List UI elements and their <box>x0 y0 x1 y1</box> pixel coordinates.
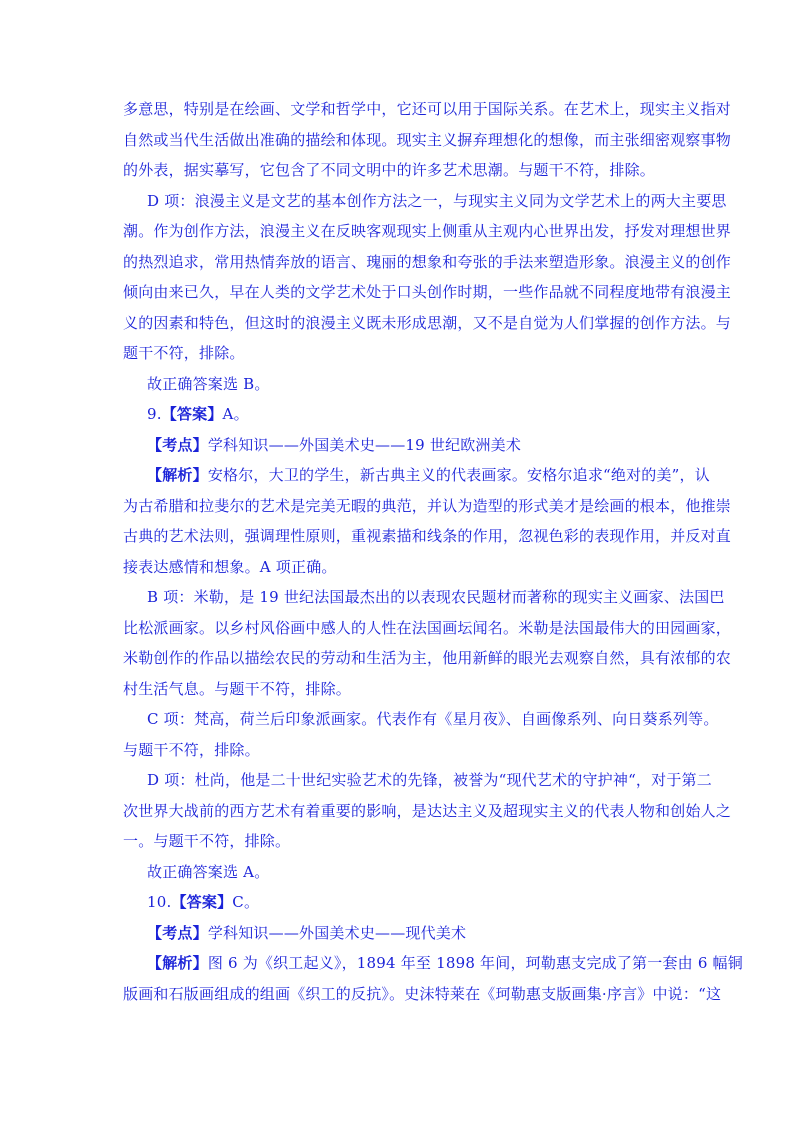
document-body <box>123 94 743 1009</box>
text-line <box>123 552 683 583</box>
text-segment: 次世界大战前的西方艺术有着重要的影响，是达达主义及超现实主义的代表人物和创始人之 <box>123 801 732 820</box>
text-segment: 自然或当代生活做出准确的描绘和体现。现实主义摒弃理想化的想像，而主张细密观察事物 <box>123 130 732 149</box>
text-line <box>123 247 732 278</box>
text-segment: 的热烈追求，常用热情奔放的语言、瑰丽的想象和夸张的手法来塑造形象。浪漫主义的创作 <box>123 252 732 271</box>
text-segment: 倾向由来已久，早在人类的文学艺术处于口头创作时期，一些作品就不同程度地带有浪漫主 <box>123 283 732 301</box>
text-segment: A。 <box>222 405 249 423</box>
text-line <box>123 765 712 796</box>
bold-label: 【考点】 <box>147 923 208 942</box>
text-segment: 为古希腊和拉斐尔的艺术是完美无暇的典范，并认为造型的形式美才是绘画的根本，他推崇 <box>123 496 732 515</box>
bold-label: 【答案】 <box>161 405 223 423</box>
text-segment: 学科知识——外国美术史——19 世纪欧洲美术 <box>207 435 522 454</box>
text-line <box>123 613 732 644</box>
text-segment: 接表达感情和想象。A 项正确。 <box>123 557 337 576</box>
text-line <box>123 704 719 735</box>
text-line <box>123 735 683 766</box>
text-line <box>123 918 683 949</box>
text-line <box>123 887 683 918</box>
bold-label: 【答案】 <box>171 893 233 911</box>
text-line <box>123 948 743 979</box>
text-segment: 版画和石版画组成的组画《织工的反抗》。史沫特莱在《珂勒惠支版画集·序言》中说：“这 <box>123 984 722 1003</box>
text-line <box>123 125 732 156</box>
text-segment: 一。与题干不符，排除。 <box>123 832 291 850</box>
text-segment: 的外表，据实摹写，它包含了不同文明中的许多艺术思潮。与题干不符，排除。 <box>123 161 656 179</box>
text-line <box>123 979 722 1010</box>
text-segment: C。 <box>232 893 260 911</box>
bold-label: 【解析】 <box>147 954 208 972</box>
text-line <box>123 796 732 827</box>
text-segment: 故正确答案选 A。 <box>147 862 270 881</box>
text-line <box>123 308 732 339</box>
bold-label: 【考点】 <box>147 435 208 454</box>
text-segment: 多意思，特别是在绘画、文学和哲学中，它还可以用于国际关系。在艺术上，现实主义指对 <box>123 100 732 118</box>
text-segment: 10. <box>147 893 172 911</box>
text-segment: 比松派画家。以乡村风俗画中感人的人性在法国画坛闻名。米勒是法国最伟大的田园画家， <box>123 618 732 637</box>
text-line <box>123 94 732 125</box>
text-segment: 义的因素和特色，但这时的浪漫主义既未形成思潮，又不是自觉为人们掌握的创作方法。与 <box>123 313 732 332</box>
text-segment: D 项：浪漫主义是文艺的基本创作方法之一，与现实主义同为文学艺术上的两大主要思 <box>147 191 727 210</box>
text-line <box>123 277 732 308</box>
text-segment: 安格尔，大卫的学生，新古典主义的代表画家。安格尔追求“绝对的美”，认 <box>207 466 710 484</box>
bold-label: 【解析】 <box>147 466 208 484</box>
text-line <box>123 857 683 888</box>
text-segment: 与题干不符，排除。 <box>123 740 260 759</box>
text-line <box>123 369 683 400</box>
text-line <box>123 582 725 613</box>
text-line <box>123 826 683 857</box>
text-segment: 潮。作为创作方法，浪漫主义在反映客观现实上侧重从主观内心世界出发，抒发对理想世界 <box>123 222 732 240</box>
text-line <box>123 155 683 186</box>
text-segment: 题干不符，排除。 <box>123 344 245 362</box>
text-segment: 学科知识——外国美术史——现代美术 <box>207 923 467 942</box>
text-line <box>123 521 732 552</box>
text-line <box>123 399 683 430</box>
text-segment: 图 6 为《织工起义》，1894 年至 1898 年间，珂勒惠支完成了第一套由 6 幅铜 <box>207 954 743 972</box>
text-segment: D 项：杜尚，他是二十世纪实验艺术的先锋，被誉为“现代艺术的守护神“，对于第二 <box>147 771 712 789</box>
text-line <box>123 460 710 491</box>
text-segment: 9. <box>147 405 162 423</box>
text-segment: 村生活气息。与题干不符，排除。 <box>123 679 352 698</box>
text-segment: 古典的艺术法则，强调理性原则，重视素描和线条的作用，忽视色彩的表现作用，并反对直 <box>123 527 732 545</box>
text-segment: 故正确答案选 B。 <box>147 374 270 393</box>
text-segment: B 项：米勒，是 19 世纪法国最杰出的以表现农民题材而著称的现实主义画家、法国巴 <box>147 588 725 606</box>
text-line <box>123 338 683 369</box>
text-line <box>123 491 732 522</box>
text-line <box>123 216 732 247</box>
text-segment: C 项：梵高，荷兰后印象派画家。代表作有《星月夜》、自画像系列、向日葵系列等。 <box>147 710 719 728</box>
text-line <box>123 186 727 217</box>
text-line <box>123 643 732 674</box>
text-segment: 米勒创作的作品以描绘农民的劳动和生活为主，他用新鲜的眼光去观察自然，具有浓郁的农 <box>123 649 732 667</box>
text-line <box>123 674 683 705</box>
text-line <box>123 430 683 461</box>
